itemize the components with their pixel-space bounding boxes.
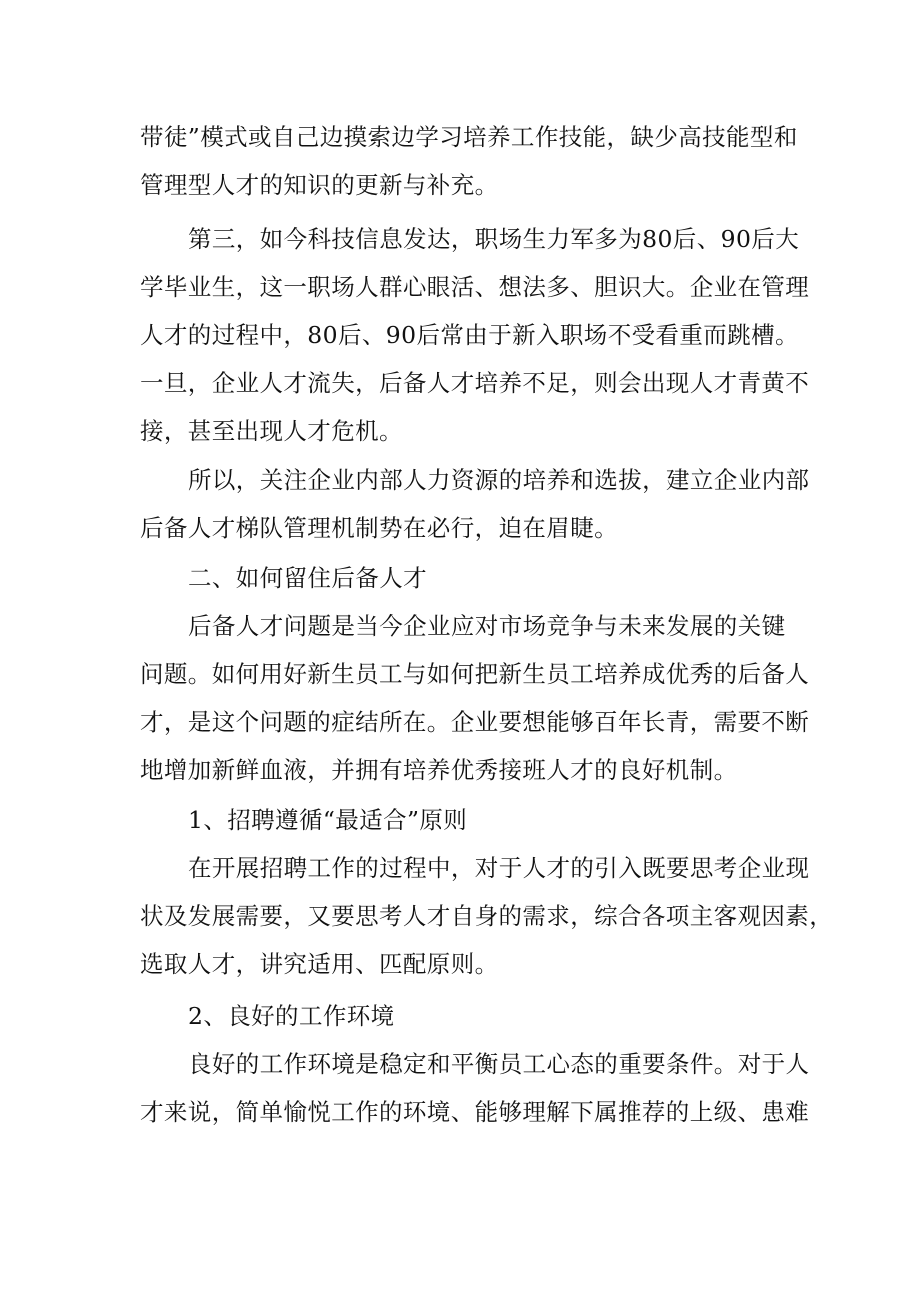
section-heading: 二、如何留住后备人才: [188, 564, 427, 592]
body-text-line: 第三，如今科技信息发达，职场生力军多为80后、90后大: [188, 225, 800, 253]
body-text-line: 人才的过程中，80后、90后常由于新入职场不受看重而跳槽。: [140, 321, 799, 349]
body-text-line: 状及发展需要，又要思考人才自身的需求，综合各项主客观因素，: [140, 902, 834, 930]
body-text-line: 才来说，简单愉悦工作的环境、能够理解下属推荐的上级、患难: [140, 1098, 810, 1126]
body-text-line: 管理型人才的知识的更新与补充。: [140, 171, 499, 199]
subsection-heading: 1、招聘遵循“最适合”原则: [188, 806, 468, 834]
body-text-line: 才，是这个问题的症结所在。企业要想能够百年长青，需要不断: [140, 708, 810, 736]
body-text-line: 带徒”模式或自己边摸索边学习培养工作技能，缺少高技能型和: [140, 123, 798, 151]
subsection-heading: 2、良好的工作环境: [188, 1002, 395, 1030]
body-text-line: 接，甚至出现人才危机。: [140, 417, 403, 445]
body-text-line: 地增加新鲜血液，并拥有培养优秀接班人才的良好机制。: [140, 756, 738, 784]
body-text-line: 良好的工作环境是稳定和平衡员工心态的重要条件。对于人: [188, 1050, 810, 1078]
body-text-line: 后备人才梯队管理机制势在必行，迫在眉睫。: [140, 514, 618, 542]
body-text-line: 所以，关注企业内部人力资源的培养和选拔，建立企业内部: [188, 466, 810, 494]
body-text-line: 学毕业生，这一职场人群心眼活、想法多、胆识大。企业在管理: [140, 273, 810, 301]
body-text-line: 后备人才问题是当今企业应对市场竞争与未来发展的关键: [188, 612, 786, 640]
body-text-line: 问题。如何用好新生员工与如何把新生员工培养成优秀的后备人: [140, 660, 810, 688]
body-text-line: 选取人才，讲究适用、匹配原则。: [140, 950, 499, 978]
body-text-line: 在开展招聘工作的过程中，对于人才的引入既要思考企业现: [188, 854, 810, 882]
body-text-line: 一旦，企业人才流失，后备人才培养不足，则会出现人才青黄不: [140, 369, 810, 397]
